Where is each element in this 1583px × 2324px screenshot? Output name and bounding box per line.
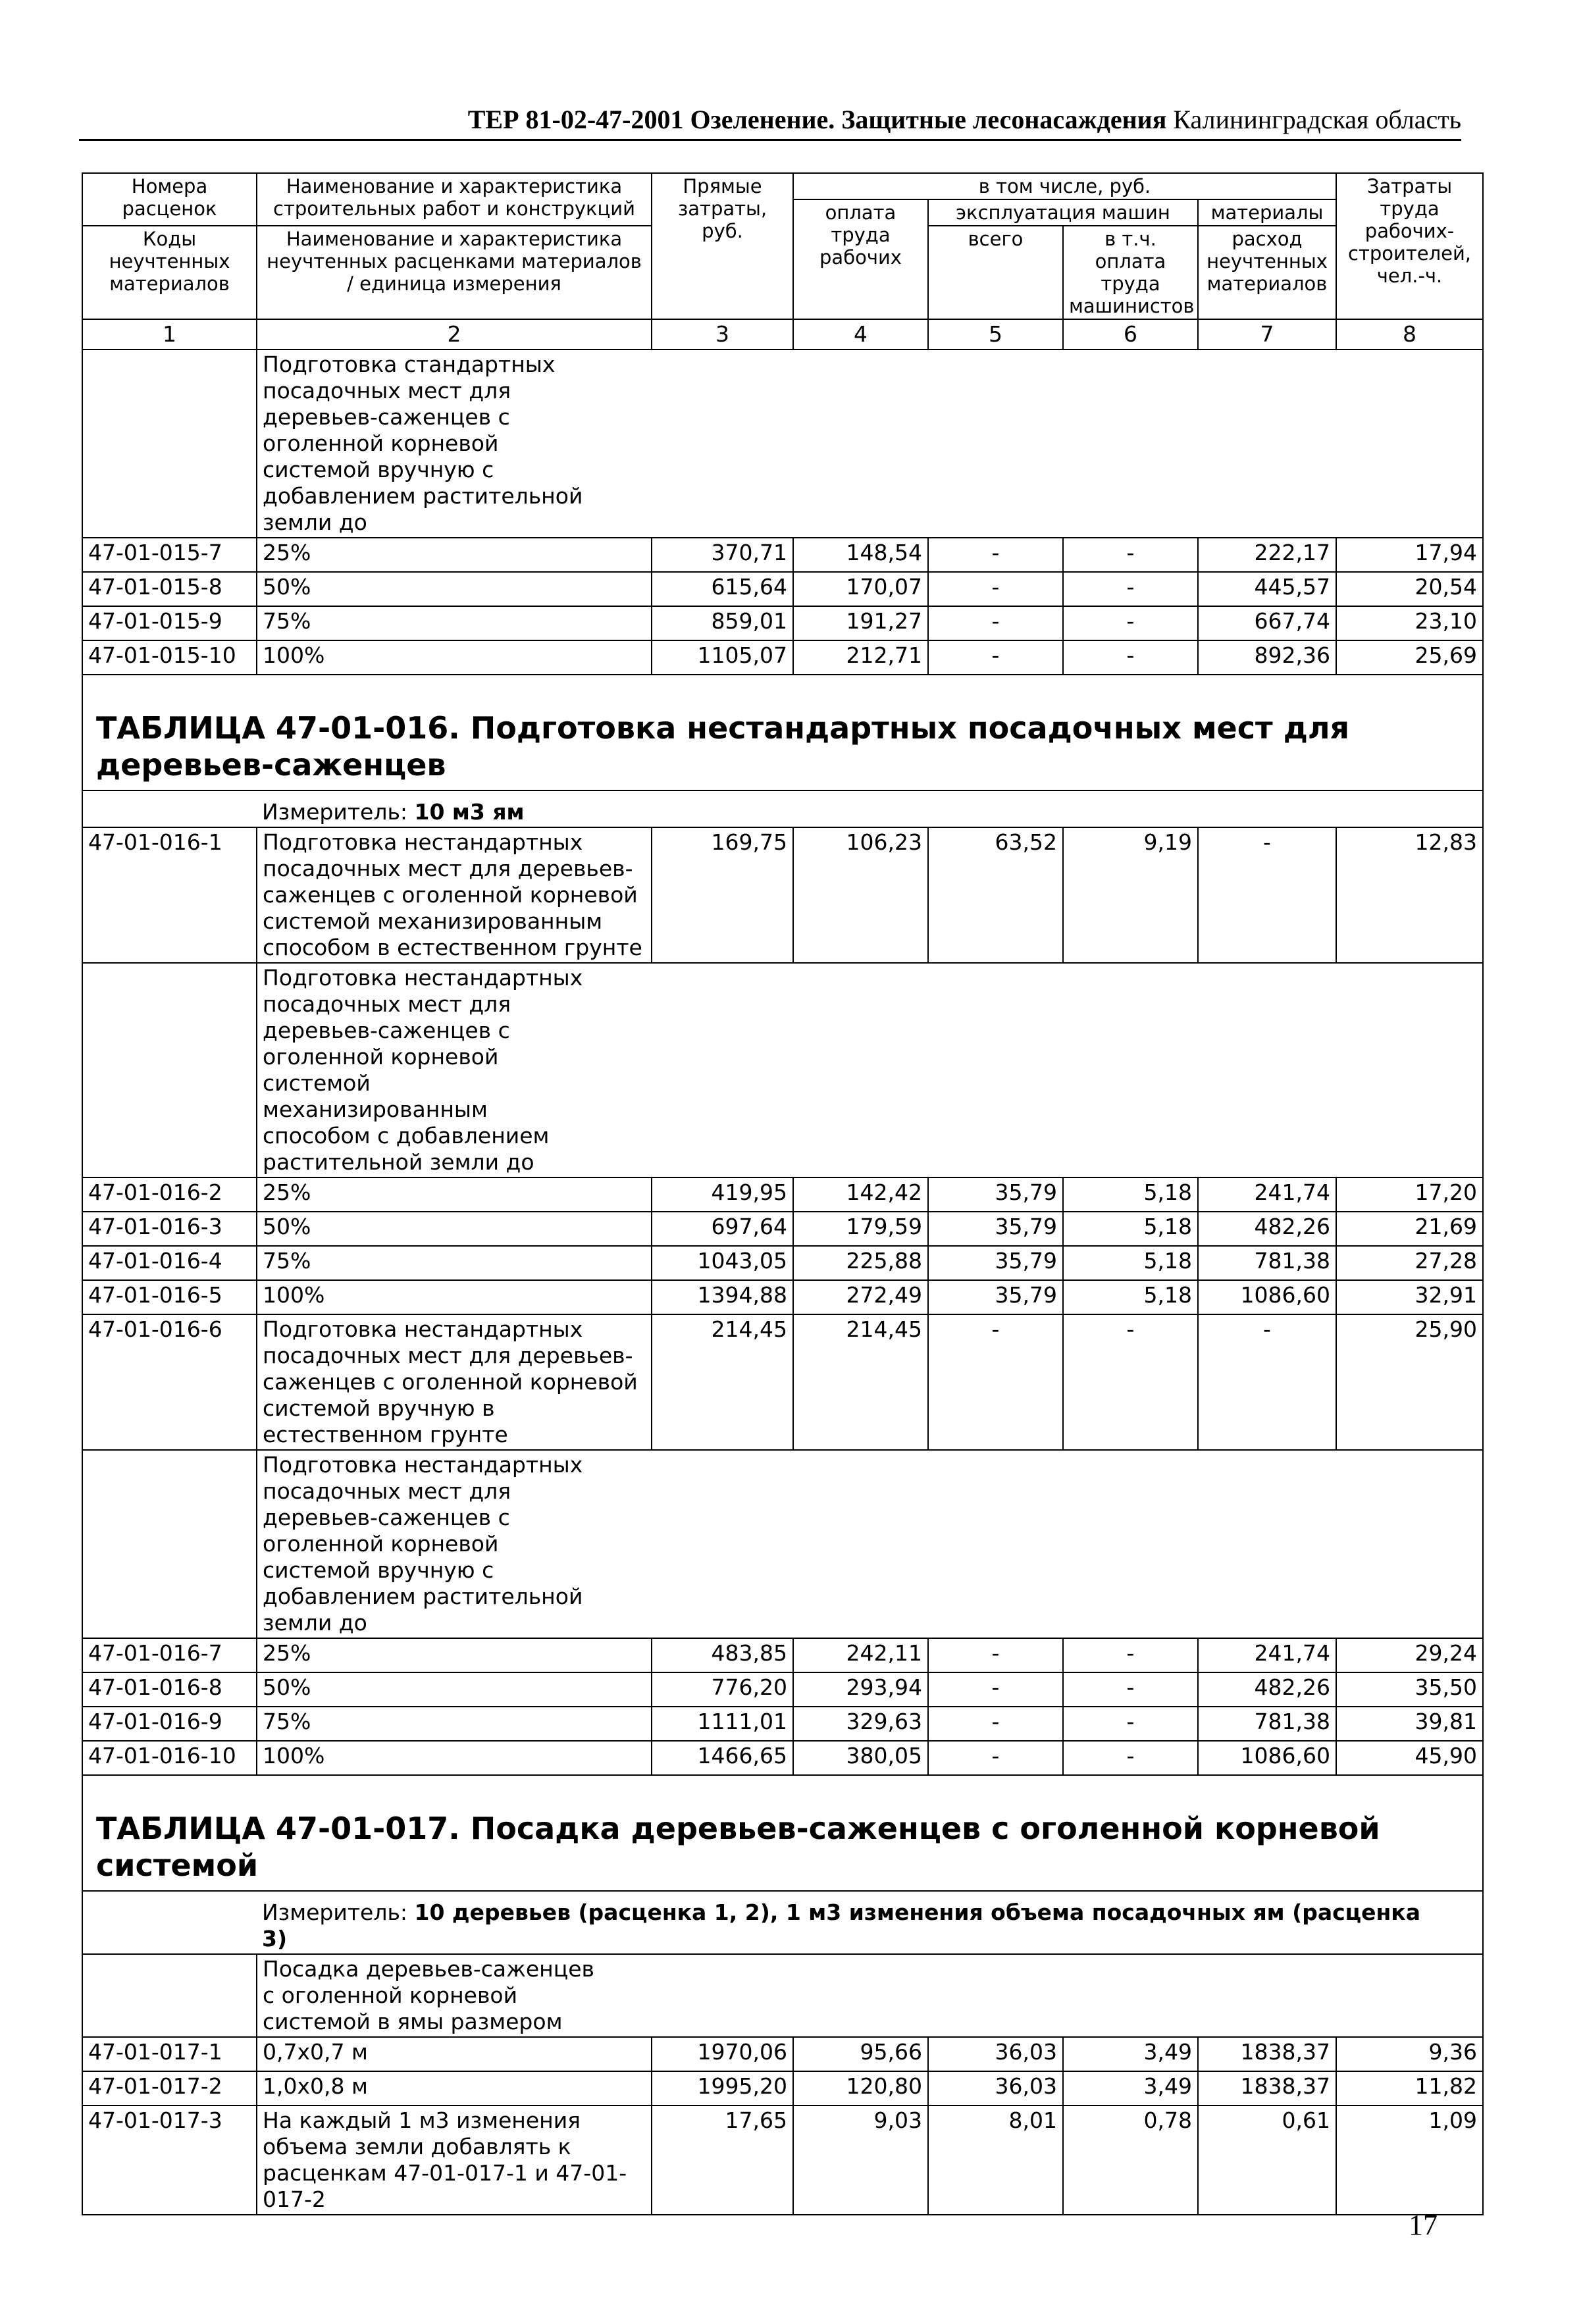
group-row (82, 1450, 1483, 1638)
rate-code: 47-01-015-7 (82, 538, 257, 572)
table-row (82, 1280, 1483, 1314)
labor: 39,81 (1336, 1707, 1483, 1741)
page-number: 17 (1409, 2209, 1438, 2241)
header-row-1 (82, 173, 1483, 199)
machines: - (928, 606, 1063, 640)
materials: 1086,60 (1198, 1280, 1336, 1314)
machines: 35,79 (928, 1280, 1063, 1314)
machinists: 5,18 (1063, 1280, 1198, 1314)
machinists: 5,18 (1063, 1212, 1198, 1246)
direct-cost: 483,85 (652, 1638, 793, 1672)
rate-code: 47-01-016-1 (82, 827, 257, 963)
col-number: 8 (1336, 319, 1483, 349)
materials: 241,74 (1198, 1638, 1336, 1672)
materials: 445,57 (1198, 572, 1336, 606)
materials: 241,74 (1198, 1177, 1336, 1212)
direct-cost: 1043,05 (652, 1246, 793, 1280)
machines: 35,79 (928, 1246, 1063, 1280)
labor: 23,10 (1336, 606, 1483, 640)
rate-name: 100% (257, 640, 652, 675)
table-row (82, 2105, 1483, 2215)
measure-value: 10 деревьев (расценка 1, 2), 1 м3 изменения объема посадочных ям (расценка 3) (262, 1899, 1420, 1951)
direct-cost: 1105,07 (652, 640, 793, 675)
rate-code: 47-01-016-8 (82, 1672, 257, 1707)
direct-cost: 1111,01 (652, 1707, 793, 1741)
direct-cost: 1970,06 (652, 2037, 793, 2071)
rate-code: 47-01-016-2 (82, 1177, 257, 1212)
labor: 17,20 (1336, 1177, 1483, 1212)
rate-name: Подготовка нестандартных посадочных мест для деревьев-саженцев с оголенной корневой системой механизированным способом в естественном грунте (257, 827, 652, 963)
labor: 17,94 (1336, 538, 1483, 572)
direct-cost: 1466,65 (652, 1741, 793, 1775)
machines: - (928, 1638, 1063, 1672)
rate-code: 47-01-016-6 (82, 1314, 257, 1450)
col-number: 2 (257, 319, 652, 349)
materials: 0,61 (1198, 2105, 1336, 2215)
labor: 32,91 (1336, 1280, 1483, 1314)
machines: 63,52 (928, 827, 1063, 963)
machinists: 5,18 (1063, 1177, 1198, 1212)
column-numbers-row (82, 319, 1483, 349)
labor: 25,69 (1336, 640, 1483, 675)
machinists: - (1063, 1672, 1198, 1707)
rate-name: 75% (257, 606, 652, 640)
materials: - (1198, 827, 1336, 963)
measure-value: 10 м3 ям (414, 799, 525, 825)
materials: 482,26 (1198, 1212, 1336, 1246)
col-number: 4 (793, 319, 928, 349)
col-machines: эксплуатация машин (928, 199, 1198, 226)
table-title-017: ТАБЛИЦА 47-01-017. Посадка деревьев-саженцев с оголенной корневой системой (82, 1775, 1483, 1891)
col-number: 6 (1063, 319, 1198, 349)
rate-code: 47-01-016-3 (82, 1212, 257, 1246)
machinists: 3,49 (1063, 2037, 1198, 2071)
direct-cost: 169,75 (652, 827, 793, 963)
table-row (82, 1707, 1483, 1741)
col-materials: материалы (1198, 199, 1336, 226)
direct-cost: 1394,88 (652, 1280, 793, 1314)
measure-label: Измеритель: (262, 1899, 408, 1925)
labor: 35,50 (1336, 1672, 1483, 1707)
materials: 1838,37 (1198, 2037, 1336, 2071)
direct-cost: 419,95 (652, 1177, 793, 1212)
machines: 35,79 (928, 1212, 1063, 1246)
rate-name: На каждый 1 м3 изменения объема земли добавлять к расценкам 47-01-017-1 и 47-01-017-2 (257, 2105, 652, 2215)
group-row (82, 963, 1483, 1177)
wages: 212,71 (793, 640, 928, 675)
materials: 1838,37 (1198, 2071, 1336, 2105)
group-label: Подготовка нестандартных посадочных мест для деревьев-саженцев с оголенной корневой системой механизированным способом с добавлением растительной земли до (257, 963, 1483, 1177)
labor: 12,83 (1336, 827, 1483, 963)
direct-cost: 370,71 (652, 538, 793, 572)
rate-name: 0,7х0,7 м (257, 2037, 652, 2071)
materials: 781,38 (1198, 1707, 1336, 1741)
machinists: - (1063, 1314, 1198, 1450)
group-label: Подготовка стандартных посадочных мест для деревьев-саженцев с оголенной корневой системой вручную с добавлением растительной земли до (257, 349, 1483, 538)
labor: 27,28 (1336, 1246, 1483, 1280)
col-name-bottom: Наименование и характеристика неучтенных расценками материалов / единица измерения (257, 226, 652, 319)
materials: 667,74 (1198, 606, 1336, 640)
machines: - (928, 1741, 1063, 1775)
group-label: Подготовка нестандартных посадочных мест для деревьев-саженцев с оголенной корневой системой вручную с добавлением растительной земли до (257, 1450, 1483, 1638)
col-name-top: Наименование и характеристика строительных работ и конструкций (257, 173, 652, 226)
rate-code: 47-01-015-9 (82, 606, 257, 640)
machines: - (928, 572, 1063, 606)
wages: 170,07 (793, 572, 928, 606)
direct-cost: 214,45 (652, 1314, 793, 1450)
labor: 20,54 (1336, 572, 1483, 606)
table-row (82, 606, 1483, 640)
rate-name: 75% (257, 1707, 652, 1741)
rate-name: 50% (257, 572, 652, 606)
table-row (82, 1638, 1483, 1672)
wages: 142,42 (793, 1177, 928, 1212)
machinists: 9,19 (1063, 827, 1198, 963)
table-row (82, 538, 1483, 572)
rate-code: 47-01-017-2 (82, 2071, 257, 2105)
col-direct: Прямые затраты, руб. (652, 173, 793, 319)
table-row (82, 572, 1483, 606)
machines: - (928, 1314, 1063, 1450)
direct-cost: 615,64 (652, 572, 793, 606)
group-row (82, 1954, 1483, 2037)
direct-cost: 17,65 (652, 2105, 793, 2215)
group-label: Посадка деревьев-саженцев с оголенной корневой системой в ямы размером (257, 1954, 1483, 2037)
measure-label: Измеритель: (262, 799, 408, 825)
table-row (82, 1741, 1483, 1775)
wages: 106,23 (793, 827, 928, 963)
direct-cost: 697,64 (652, 1212, 793, 1246)
machinists: 3,49 (1063, 2071, 1198, 2105)
rate-code: 47-01-016-4 (82, 1246, 257, 1280)
region-name: Калининградская область (1173, 105, 1461, 134)
wages: 95,66 (793, 2037, 928, 2071)
wages: 380,05 (793, 1741, 928, 1775)
table-row (82, 2071, 1483, 2105)
col-number: 1 (82, 319, 257, 349)
col-machines-total: всего (928, 226, 1063, 319)
rate-name: 50% (257, 1672, 652, 1707)
labor: 29,24 (1336, 1638, 1483, 1672)
col-wages: оплата труда рабочих (793, 199, 928, 319)
rate-name: 100% (257, 1280, 652, 1314)
materials: 781,38 (1198, 1246, 1336, 1280)
col-number: 5 (928, 319, 1063, 349)
machinists: - (1063, 606, 1198, 640)
wages: 191,27 (793, 606, 928, 640)
labor: 45,90 (1336, 1741, 1483, 1775)
table-row (82, 640, 1483, 675)
table-row (82, 1177, 1483, 1212)
table-title-band (82, 675, 1483, 790)
wages: 272,49 (793, 1280, 928, 1314)
table-row (82, 1672, 1483, 1707)
wages: 120,80 (793, 2071, 928, 2105)
machines: - (928, 1672, 1063, 1707)
machinists: - (1063, 1707, 1198, 1741)
labor: 21,69 (1336, 1212, 1483, 1246)
direct-cost: 1995,20 (652, 2071, 793, 2105)
machinists: - (1063, 572, 1198, 606)
machinists: 5,18 (1063, 1246, 1198, 1280)
measure-band (82, 790, 1483, 827)
rate-code: 47-01-016-10 (82, 1741, 257, 1775)
table-row (82, 1212, 1483, 1246)
machinists: - (1063, 640, 1198, 675)
machinists: - (1063, 538, 1198, 572)
machines: - (928, 640, 1063, 675)
labor: 1,09 (1336, 2105, 1483, 2215)
rate-code: 47-01-016-9 (82, 1707, 257, 1741)
labor: 25,90 (1336, 1314, 1483, 1450)
wages: 9,03 (793, 2105, 928, 2215)
table-row (82, 827, 1483, 963)
wages: 179,59 (793, 1212, 928, 1246)
direct-cost: 776,20 (652, 1672, 793, 1707)
rate-name: 1,0х0,8 м (257, 2071, 652, 2105)
rate-code: 47-01-017-3 (82, 2105, 257, 2215)
materials: 222,17 (1198, 538, 1336, 572)
rate-code: 47-01-017-1 (82, 2037, 257, 2071)
rate-name: 25% (257, 1177, 652, 1212)
measure-016 (257, 790, 1483, 827)
col-codes-bottom: Коды неучтенных материалов (82, 226, 257, 319)
machinists: 0,78 (1063, 2105, 1198, 2215)
wages: 148,54 (793, 538, 928, 572)
wages: 214,45 (793, 1314, 928, 1450)
labor: 11,82 (1336, 2071, 1483, 2105)
group-row (82, 349, 1483, 538)
measure-band (82, 1891, 1483, 1954)
labor: 9,36 (1336, 2037, 1483, 2071)
rate-code: 47-01-016-7 (82, 1638, 257, 1672)
wages: 225,88 (793, 1246, 928, 1280)
machines: - (928, 1707, 1063, 1741)
rates-table (82, 172, 1484, 2215)
wages: 293,94 (793, 1672, 928, 1707)
table-row (82, 1246, 1483, 1280)
table-title-016: ТАБЛИЦА 47-01-016. Подготовка нестандартных посадочных мест для деревьев-саженцев (82, 675, 1483, 790)
rate-name: 25% (257, 1638, 652, 1672)
col-labor: Затраты труда рабочих-строителей, чел.-ч. (1336, 173, 1483, 319)
rate-name: 25% (257, 538, 652, 572)
materials: - (1198, 1314, 1336, 1450)
document-code-title: ТЕР 81-02-47-2001 Озеленение. Защитные лесонасаждения (467, 105, 1167, 134)
table-row (82, 2037, 1483, 2071)
materials: 482,26 (1198, 1672, 1336, 1707)
table-title-band (82, 1775, 1483, 1891)
rate-name: Подготовка нестандартных посадочных мест для деревьев-саженцев с оголенной корневой системой вручную в естественном грунте (257, 1314, 652, 1450)
machines: 8,01 (928, 2105, 1063, 2215)
machines: 36,03 (928, 2071, 1063, 2105)
col-codes-top: Номера расценок (82, 173, 257, 226)
col-materials-use: расход неучтенных материалов (1198, 226, 1336, 319)
materials: 892,36 (1198, 640, 1336, 675)
rate-name: 75% (257, 1246, 652, 1280)
rate-code: 47-01-015-8 (82, 572, 257, 606)
col-including: в том числе, руб. (793, 173, 1336, 199)
materials: 1086,60 (1198, 1741, 1336, 1775)
rate-code: 47-01-015-10 (82, 640, 257, 675)
col-number: 3 (652, 319, 793, 349)
machines: - (928, 538, 1063, 572)
running-header (79, 104, 1461, 141)
machinists: - (1063, 1638, 1198, 1672)
wages: 242,11 (793, 1638, 928, 1672)
rate-name: 50% (257, 1212, 652, 1246)
col-machinists: в т.ч. оплата труда машинистов (1063, 226, 1198, 319)
col-number: 7 (1198, 319, 1336, 349)
table-row (82, 1314, 1483, 1450)
direct-cost: 859,01 (652, 606, 793, 640)
machinists: - (1063, 1741, 1198, 1775)
rate-name: 100% (257, 1741, 652, 1775)
rate-code: 47-01-016-5 (82, 1280, 257, 1314)
wages: 329,63 (793, 1707, 928, 1741)
machines: 36,03 (928, 2037, 1063, 2071)
measure-017 (257, 1891, 1483, 1954)
machines: 35,79 (928, 1177, 1063, 1212)
